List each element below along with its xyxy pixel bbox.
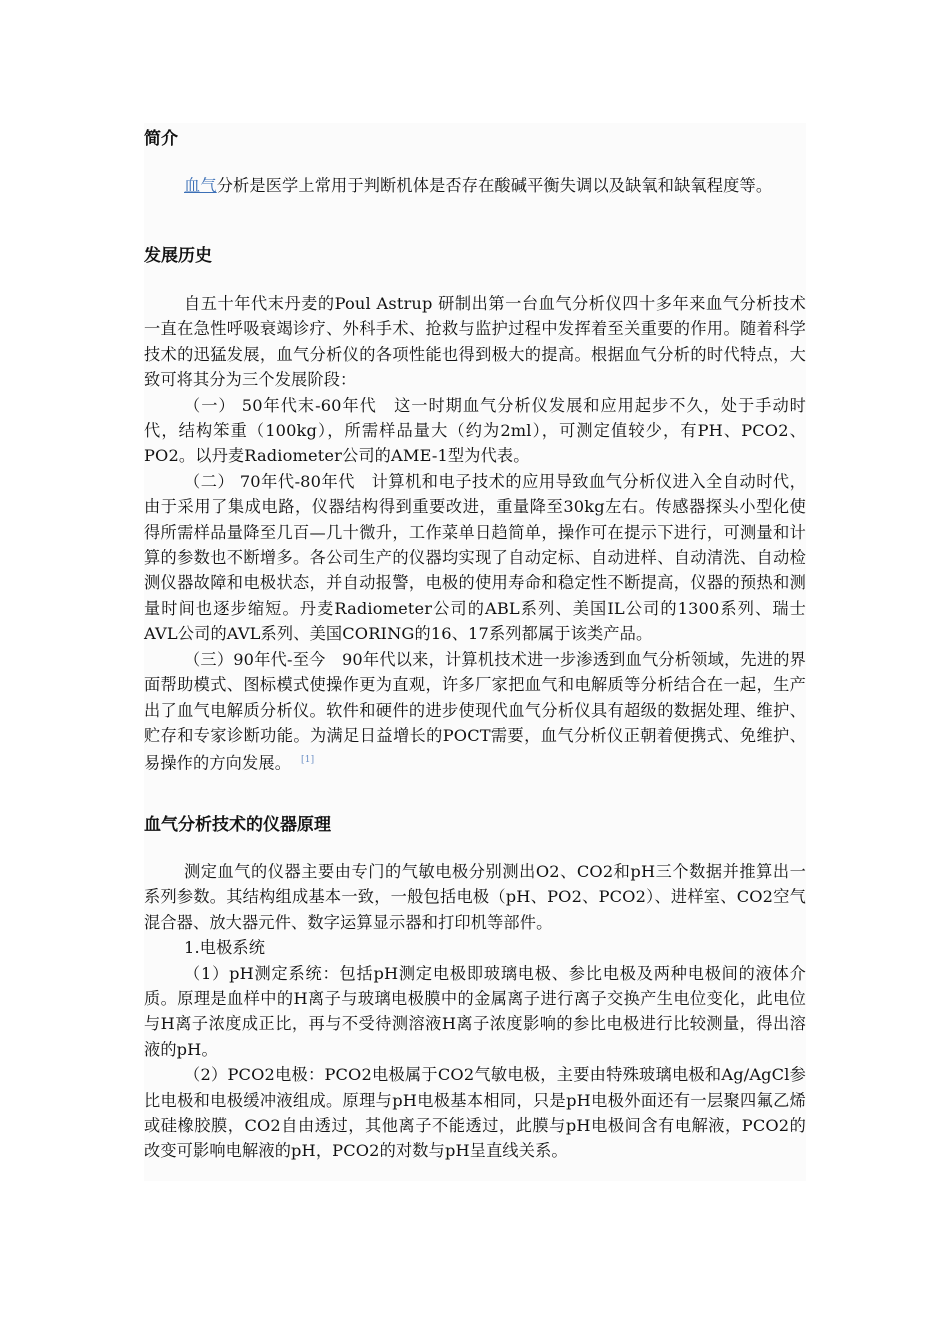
section-body-principle: [144, 859, 806, 1164]
section-heading-principle: 血气分析技术的仪器原理: [144, 815, 331, 835]
section-body-intro: [144, 173, 806, 198]
paragraph-history-4: [144, 647, 806, 776]
paragraph-text: （三）90年代-至今 90年代以来，计算机技术进一步渗透到血气分析领域，先进的界面帮助模式、图标模式使操作更为直观，许多厂家把血气和电解质等分析结合在一起，生产出了血气电解质分析仪。软件和硬件的进步使现代血气分析仪具有超级的数据处理、维护、贮存和专家诊断功能。为满足日益增长的POCT需要，血气分析仪正朝着便携式、免维护、易操作的方向发展。: [144, 649, 806, 773]
paragraph-principle-3: （1）pH测定系统：包括pH测定电极即玻璃电极、参比电极及两种电极间的液体介质。原理是血样中的H离子与玻璃电极膜中的金属离子进行离子交换产生电位变化，此电位与H离子浓度成正比，再与不受待测溶液H离子浓度影响的参比电极进行比较测量，得出溶液的pH。: [144, 963, 806, 1059]
blood-gas-link[interactable]: 血气: [184, 176, 217, 195]
document-page: [144, 123, 806, 1181]
paragraph-intro: [144, 173, 806, 198]
citation-link[interactable]: [1]: [301, 755, 315, 766]
paragraph-principle-2: 1.电极系统: [184, 938, 266, 958]
paragraph-text: 分析是医学上常用于判断机体是否存在酸碱平衡失调以及缺氧和缺氧程度等。: [216, 176, 773, 195]
paragraph-principle-4: （2）PCO2电极：PCO2电极属于CO2气敏电极，主要由特殊玻璃电极和Ag/AgCl参比电极和电极缓冲液组成。原理与pH电极基本相同，只是pH电极外面还有一层聚四氟乙烯或硅橡胶膜，CO2自由透过，其他离子不能透过，此膜与pH电极间含有电解液，PCO2的改变可影响电解液的pH，PCO2的对数与pH呈直线关系。: [144, 1065, 806, 1161]
paragraph-history-1: 自五十年代末丹麦的Poul Astrup 研制出第一台血气分析仪四十多年来血气分析技术一直在急性呼吸衰竭诊疗、外科手术、抢救与监护过程中发挥着至关重要的作用。随着科学技术的迅猛发展，血气分析仪的各项性能也得到极大的提高。根据血气分析的时代特点，大致可将其分为三个发展阶段：: [144, 294, 806, 390]
paragraph-principle-1: 测定血气的仪器主要由专门的气敏电极分别测出O2、CO2和pH三个数据并推算出一系列参数。其结构组成基本一致，一般包括电极（pH、PO2、PCO2）、进样室、CO2空气混合器、放大器元件、数字运算显示器和打印机等部件。: [144, 862, 806, 932]
paragraph-history-3: （二） 70年代-80年代 计算机和电子技术的应用导致血气分析仪进入全自动时代，由于采用了集成电路，仪器结构得到重要改进，重量降至30kg左右。传感器探头小型化使得所需样品量降至几百—几十微升，工作菜单日趋简单，操作可在提示下进行，可测量和计算的参数也不断增多。各公司生产的仪器均实现了自动定标、自动进样、自动清洗、自动检测仪器故障和电极状态，并自动报警，电极的使用寿命和稳定性不断提高，仪器的预热和测量时间也逐步缩短。丹麦Radiometer公司的ABL系列、美国IL公司的1300系列、瑞士AVL公司的AVL系列、美国CORING的16、17系列都属于该类产品。: [144, 471, 806, 644]
section-heading-history: 发展历史: [144, 246, 212, 266]
paragraph-history-2: （一） 50年代末-60年代 这一时期血气分析仪发展和应用起步不久，处于手动时代，结构笨重（100kg），所需样品量大（约为2ml），可测定值较少，有PH、PCO2、PO2。以丹麦Radiometer公司的AME-1型为代表。: [144, 395, 806, 466]
section-heading-intro: 简介: [144, 129, 178, 149]
section-body-history: [144, 291, 806, 776]
